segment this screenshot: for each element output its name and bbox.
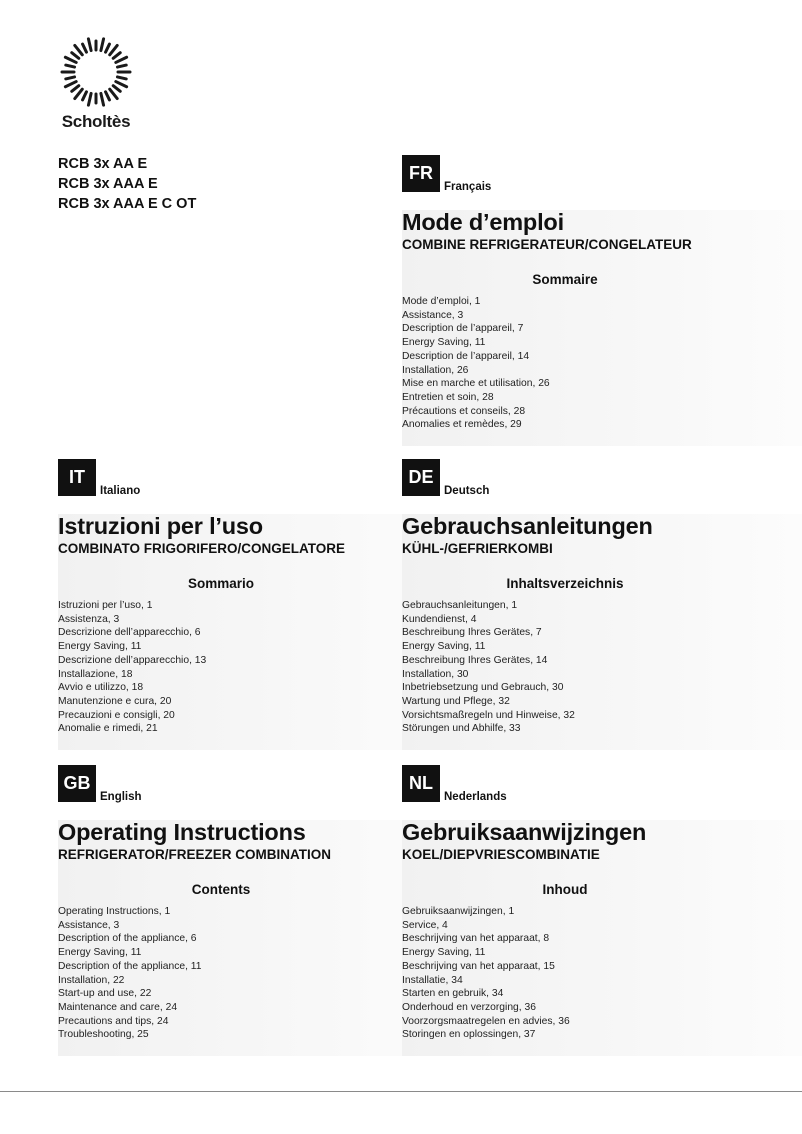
table-of-contents (402, 905, 570, 1042)
toc-item: Installation, 26 (402, 364, 469, 376)
brand-logo (56, 36, 136, 132)
model-list (58, 154, 196, 214)
toc-item: Voorzorgsmaatregelen en advies, 36 (402, 1015, 570, 1027)
sunburst-ray (65, 57, 76, 62)
manual-subtitle: REFRIGERATOR/FREEZER COMBINATION (58, 847, 331, 862)
toc-item: Troubleshooting, 25 (58, 1029, 149, 1041)
table-of-contents (58, 905, 201, 1042)
sunburst-ray (65, 82, 76, 87)
sunburst-ray (106, 44, 110, 52)
toc-item: Descrizione dell’apparecchio, 13 (58, 654, 207, 666)
language-badge: GB (58, 765, 96, 802)
toc-heading: Inhoud (542, 882, 588, 897)
model-name: RCB 3x AA E (58, 156, 148, 172)
sunburst-ray (66, 65, 75, 67)
toc-item: Service, 4 (402, 919, 448, 931)
sunburst-ray (106, 92, 110, 100)
manual-subtitle: COMBINE REFRIGERATEUR/CONGELATEUR (402, 237, 692, 252)
sunburst-ray (75, 45, 82, 54)
manual-subtitle: COMBINATO FRIGORIFERO/CONGELATORE (58, 541, 346, 556)
toc-item: Description of the appliance, 6 (58, 933, 197, 945)
toc-item: Descrizione dell’apparecchio, 6 (58, 627, 201, 639)
language-name: Nederlands (444, 791, 507, 803)
sunburst-ray (83, 92, 87, 100)
table-of-contents (58, 599, 206, 736)
manual-title: Mode d’emploi (402, 209, 564, 235)
toc-item: Description de l’appareil, 14 (402, 350, 530, 362)
sunburst-ray (116, 57, 127, 62)
toc-item: Onderhoud en verzorging, 36 (402, 1001, 536, 1013)
manual-title: Gebruiksaanwijzingen (402, 819, 647, 845)
toc-item: Installatie, 34 (402, 974, 463, 986)
toc-item: Installation, 30 (402, 668, 469, 680)
toc-item: Installation, 22 (58, 974, 125, 986)
toc-item: Precauzioni e consigli, 20 (58, 709, 175, 721)
toc-item: Installazione, 18 (58, 668, 133, 680)
toc-item: Assistenza, 3 (58, 613, 120, 625)
language-badge: DE (402, 459, 440, 496)
toc-item: Energy Saving, 11 (58, 947, 142, 959)
sunburst-ray (113, 86, 120, 92)
language-name: Deutsch (444, 485, 490, 497)
toc-item: Start-up and use, 22 (58, 988, 152, 1000)
toc-heading: Sommaire (532, 272, 598, 287)
toc-item: Energy Saving, 11 (402, 947, 486, 959)
toc-item: Energy Saving, 11 (58, 641, 142, 653)
toc-item: Operating Instructions, 1 (58, 906, 171, 917)
toc-item: Inbetriebsetzung und Gebrauch, 30 (402, 682, 564, 694)
toc-item: Description de l’appareil, 7 (402, 323, 524, 335)
sunburst-ray (75, 89, 82, 98)
table-of-contents (402, 295, 550, 432)
toc-item: Gebrauchsanleitungen, 1 (402, 600, 518, 611)
sunburst-ray (88, 93, 91, 105)
sunburst-ray (66, 77, 75, 79)
manual-subtitle: KÜHL-/GEFRIERKOMBI (402, 541, 553, 556)
sunburst-ray (101, 93, 104, 105)
toc-item: Störungen und Abhilfe, 33 (402, 723, 521, 735)
toc-item: Kundendienst, 4 (402, 613, 477, 625)
sunburst-ray (110, 45, 117, 54)
toc-item: Anomalie e rimedi, 21 (58, 723, 158, 735)
sunburst-ray (117, 77, 126, 79)
manual-title: Istruzioni per l’uso (58, 513, 263, 539)
language-badge: IT (58, 459, 96, 496)
manual-subtitle: KOEL/DIEPVRIESCOMBINATIE (402, 847, 600, 862)
toc-item: Assistance, 3 (402, 309, 464, 321)
table-of-contents (402, 599, 575, 736)
language-name: Français (444, 181, 492, 193)
language-name: English (100, 791, 142, 803)
toc-item: Précautions et conseils, 28 (402, 405, 526, 417)
toc-item: Storingen en oplossingen, 37 (402, 1029, 536, 1041)
language-badge: FR (402, 155, 440, 192)
toc-item: Gebruiksaanwijzingen, 1 (402, 906, 515, 917)
toc-item: Entretien et soin, 28 (402, 391, 494, 403)
toc-item: Istruzioni per l’uso, 1 (58, 600, 153, 611)
model-name: RCB 3x AAA E (58, 176, 158, 192)
sunburst-ray (72, 86, 79, 92)
language-name: Italiano (100, 485, 141, 497)
toc-item: Energy Saving, 11 (402, 641, 486, 653)
sunburst-ray (88, 39, 91, 51)
sunburst-ray (113, 53, 120, 59)
toc-item: Beschrijving van het apparaat, 8 (402, 933, 550, 945)
sunburst-icon (60, 36, 132, 108)
toc-item: Avvio e utilizzo, 18 (58, 682, 144, 694)
manual-title: Operating Instructions (58, 819, 306, 845)
toc-heading: Sommario (187, 576, 255, 591)
toc-item: Vorsichtsmaßregeln und Hinweise, 32 (402, 709, 575, 721)
toc-item: Manutenzione e cura, 20 (58, 695, 172, 707)
toc-item: Beschreibung Ihres Gerätes, 7 (402, 627, 542, 639)
sunburst-ray (83, 44, 87, 52)
language-badge: NL (402, 765, 440, 802)
sunburst-ray (101, 39, 104, 51)
bottom-divider (0, 1091, 802, 1092)
model-name: RCB 3x AAA E C OT (58, 196, 197, 212)
toc-item: Beschrijving van het apparaat, 15 (402, 960, 555, 972)
toc-item: Anomalies et remèdes, 29 (402, 419, 522, 431)
toc-item: Starten en gebruik, 34 (402, 988, 504, 1000)
sunburst-ray (72, 53, 79, 59)
toc-item: Wartung und Pflege, 32 (402, 695, 510, 707)
sunburst-ray (116, 82, 127, 87)
toc-item: Beschreibung Ihres Gerätes, 14 (402, 654, 548, 666)
toc-item: Mise en marche et utilisation, 26 (402, 378, 550, 390)
toc-item: Maintenance and care, 24 (58, 1001, 178, 1013)
toc-item: Description of the appliance, 11 (58, 960, 202, 972)
toc-item: Assistance, 3 (58, 919, 120, 931)
toc-item: Precautions and tips, 24 (58, 1015, 169, 1027)
toc-heading: Contents (191, 882, 251, 897)
manual-title: Gebrauchsanleitungen (402, 513, 653, 539)
brand-name: Scholtès (61, 112, 131, 131)
toc-heading: Inhaltsverzeichnis (506, 576, 624, 591)
toc-item: Energy Saving, 11 (402, 337, 486, 349)
toc-item: Mode d’emploi, 1 (402, 296, 481, 307)
sunburst-ray (117, 65, 126, 67)
sunburst-ray (110, 89, 117, 98)
